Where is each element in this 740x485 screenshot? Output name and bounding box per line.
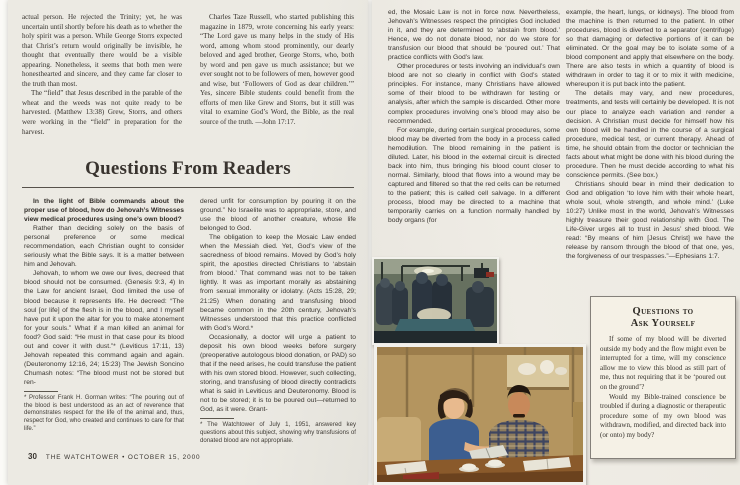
box-title-line-2: Ask Yourself xyxy=(630,317,696,329)
paragraph: Other procedures or tests involving an individual’s own blood are not so clearly in conflict with God’s stated principles. For instance, many Christians have allowed some of their blood to be withdrawn for testing or analysis, after which the sample is discarded. Other more complex procedures involving one’s blood may also be recommended. xyxy=(388,63,560,125)
right-column-1 xyxy=(388,8,560,248)
question-column-2 xyxy=(200,197,356,447)
paragraph: Occasionally, a doctor will urge a patient to deposit his own blood weeks before surgery (preoperative autologous blood donation, or PAD) so that if the need arises, he could transfuse the patient with his own stored blood. However, such collecting, storing, and transfusing of blood directly contradicts what is said in Leviticus and Deuteronomy. Blood is not to be stored; it is to be poured out—returned to God, as it were. Grant- xyxy=(200,333,356,414)
paragraph: dered unfit for consumption by pouring it on the ground.” No Israelite was to appropriate, store, and use the blood of another creature, whose life belonged to God. xyxy=(200,198,356,233)
paragraph: Rather than deciding solely on the basis of personal preference or some medical recommendation, each Christian ought to consider seriously what the Bible says. It is a matter between him and Jehovah. xyxy=(24,225,184,269)
paragraph: For example, during certain surgical procedures, some blood may be diverted from the body in a process called hemodilution. The blood remaining in the patient is diluted. Later, his blood in the external circuit is directed back into him, thus bringing his blood count closer to normal. Similarly, blood that flows into a wound may be captured and filtered so that the red cells can be returned to the patient; this is called cell salvage. In a different process, blood may be directed to a machine that temporarily carries on a function normally handled by body organs (for xyxy=(388,126,560,225)
couple-study-photo xyxy=(374,344,586,485)
question-column-1 xyxy=(24,197,184,447)
left-page xyxy=(8,0,368,485)
box-title xyxy=(600,306,726,329)
heading-rule xyxy=(22,187,354,188)
paragraph: The details may vary, and new procedures, treatments, and tests will certainly be developed. It is not our place to analyze each variation and render a decision. A Christian must decide for himself how his own blood will be handled in the course of a surgical procedure, medical test, or current therapy. Ahead of time, he should obtain from the doctor or technician the facts about what might be done with his blood during the procedure. Then he must decide according to what his conscience permits. (See box.) xyxy=(566,90,734,179)
right-column-2 xyxy=(566,8,734,290)
footnote-rule xyxy=(200,418,234,419)
intro-column-1 xyxy=(22,13,182,153)
operating-room-photo xyxy=(372,257,499,345)
reader-question: In the light of Bible commands about the proper use of blood, how do Jehovah’s Witnesses view medical procedures using one’s own blood? xyxy=(24,198,184,224)
box-paragraph: If some of my blood will be diverted outside my body and the flow might even be interrupted for a time, will my conscience allow me to view this blood as still part of me, thus not requiring that it be ‘poured out on the ground’? xyxy=(600,335,726,391)
paragraph: actual person. He rejected the Trinity; yet, he was uncertain until shortly before his death as to whether the holy spirit was a person. While George Storrs expected that Christ’s return would originally be invisible, he thought that eventually there would be a visible appearing. Nonetheless, it seems that both men were honesthearted and sincere, and they came far closer to the truth than most. xyxy=(22,13,182,88)
page-footer xyxy=(28,452,200,461)
paragraph: example, the heart, lungs, or kidneys). The blood from the machine is then returned to the patient. In other procedures, blood is diverted to a separator (centrifuge) so that damaging or defective portions of it can be eliminated. Or the goal may be to isolate some of a blood component and apply that elsewhere on the body. There are also tests in which a quantity of blood is withdrawn in order to tag it or to mix it with medicine, whereupon it is put back into the patient. xyxy=(566,9,734,89)
paragraph: The obligation to keep the Mosaic Law ended when the Messiah died. Yet, God’s view of the sacredness of blood remains. Moved by God’s holy spirit, the apostles directed Christians to ‘abstain from blood.’ That command was not to be taken lightly. It was as important morally as abstaining from sexual immorality or idolatry. (Acts 15:28, 29; 21:25) When donating and transfusing blood became common in the 20th century, Jehovah’s Witnesses understood that this practice conflicted with God’s Word.* xyxy=(200,234,356,332)
paragraph: ed, the Mosaic Law is not in force now. Nevertheless, Jehovah’s Witnesses respect the principles God included in it, and they are determined to ‘abstain from blood.’ Hence, we do not donate blood, nor do we store for transfusion our blood that should be ‘poured out.’ That practice conflicts with God’s law. xyxy=(388,9,560,62)
footnote-1: * Professor Frank H. Gorman writes: “The pouring out of the blood is best understood as an act of reverence that demonstrates respect for the life of the animal and, thus, respect for God, who created and continues to care for that life.” xyxy=(24,393,184,432)
box-paragraph: Would my Bible-trained conscience be troubled if during a diagnostic or therapeutic procedure some of my own blood was withdrawn, modified, and directed back into (or onto) my body? xyxy=(600,392,726,439)
paragraph: Christians should bear in mind their dedication to God and obligation ‘to love him with their whole heart, whole soul, whole strength, and whole mind.’ (Luke 10:27) Unlike most in the world, Jehovah’s Witnesses highly treasure their good relationship with God. The Life-Giver urges all to trust in Jesus’ shed blood. We read: “By means of him [Jesus Christ] we have the release by ransom through the blood of that one, yes, the forgiveness of our trespasses.”—Ephesians 1:7. xyxy=(566,180,734,261)
journal-date-line: THE WATCHTOWER • OCTOBER 15, 2000 xyxy=(45,454,201,461)
paragraph: Jehovah, to whom we owe our lives, decreed that blood should not be consumed. (Genesis 9:3, 4) In the Law for ancient Israel, God limited the use of blood because it represents life. He decreed: “The soul [or life] of the flesh is in the blood, and I myself have put it upon the altar for you to make atonement for your souls.” What if a man killed an animal for food? God said: “He must in that case pour its blood out and cover it with dust.”* (Leviticus 17:11, 13) Jehovah repeated this command again and again. (Deuteronomy 12:16, 24; 15:23) The Jewish Soncino Chumash notes: “The blood must not be stored but ren- xyxy=(24,270,184,386)
section-heading: Questions From Readers xyxy=(85,158,291,179)
footnote-2: * The Watchtower of July 1, 1951, answered key questions about this subject, showing why transfusions of donated blood are not appropriate. xyxy=(200,421,356,444)
page-number: 30 xyxy=(28,452,37,461)
right-page xyxy=(372,0,740,485)
operating-room-illustration xyxy=(374,259,497,343)
footnote-rule xyxy=(24,391,58,392)
paragraph: Charles Taze Russell, who started publishing this magazine in 1879, wrote concerning his early years: “The Lord gave us many helps in the study of His word, among whom stood prominently, our dearly beloved and aged brother, George Storrs, who, both by word and pen gave us much assistance; but we ever sought not to be followers of men, however good and wise, but ‘Followers of God as dear children.’” Yes, sincere Bible students could benefit from the efforts of men like Grew and Storrs, but it still was vital to examine God’s Word, the Bible, as the real source of the truth. —John 17:17. xyxy=(200,13,354,127)
questions-box xyxy=(590,296,736,459)
paragraph: The “field” that Jesus described in the parable of the wheat and the weeds was not quite ready to be harvested. (Matthew 13:38) Grew, Storrs, and others were working in the “field” in preparation for the harvest. xyxy=(22,89,182,136)
couple-study-illustration xyxy=(377,347,583,482)
box-title-line-1: Questions to xyxy=(632,306,694,317)
intro-column-2 xyxy=(200,13,354,153)
